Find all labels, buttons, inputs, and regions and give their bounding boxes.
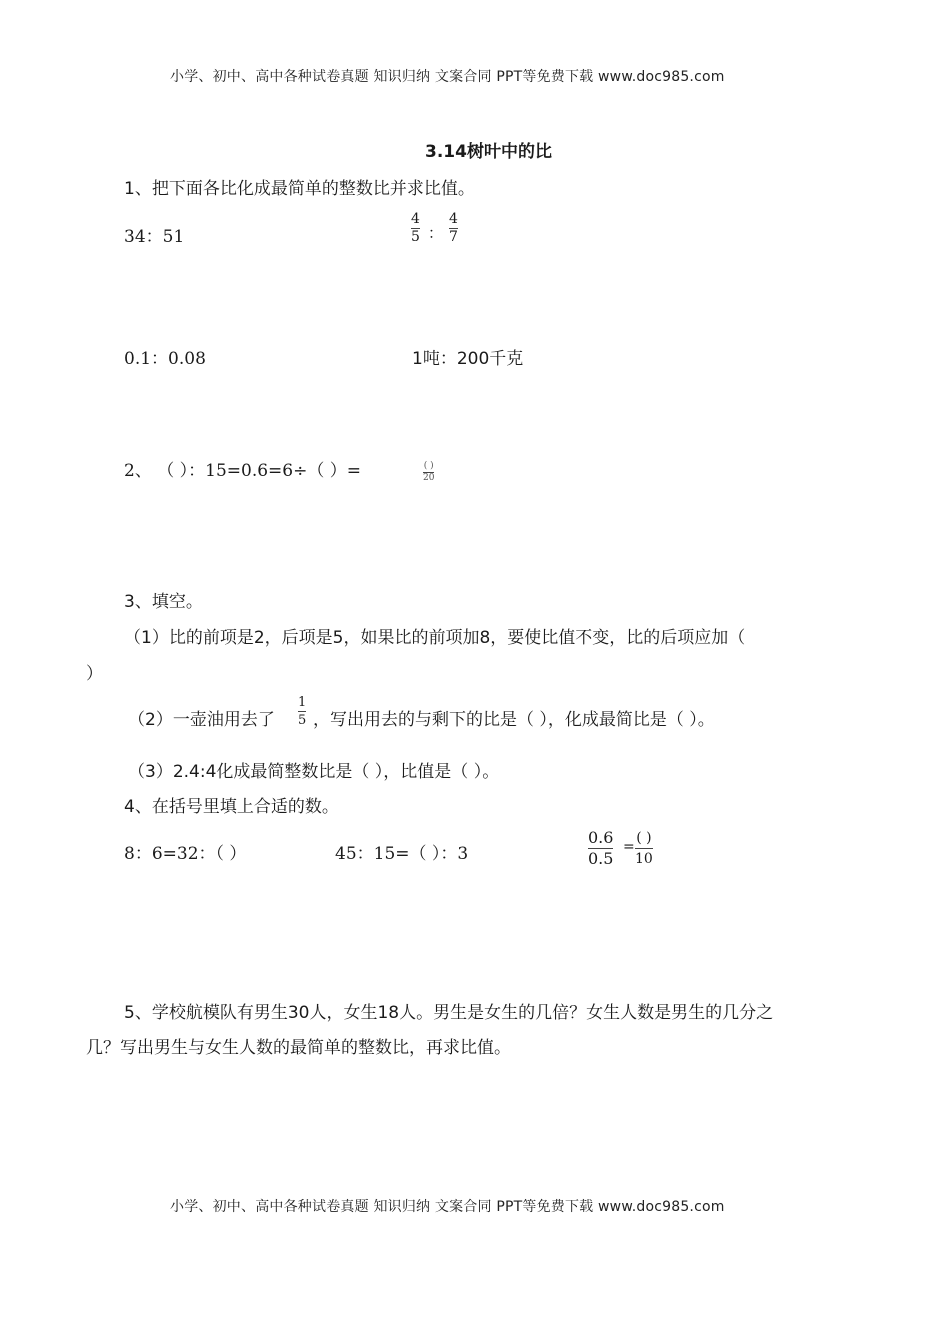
q4-item-b: 45：15=（ ）：3 (335, 844, 469, 864)
q3-sub2-post: ，写出用去的与剩下的比是（ ），化成最简比是（ ）。 (313, 710, 715, 730)
q3-sub3: （3）2.4:4化成最简整数比是（ ），比值是（ ）。 (128, 762, 500, 782)
q1-item-a: 34：51 (124, 227, 185, 247)
q1-prompt: 1、把下面各比化成最简单的整数比并求比值。 (124, 179, 475, 199)
q4-prompt: 4、在括号里填上合适的数。 (124, 797, 339, 817)
fraction-denominator: 20 (423, 473, 435, 483)
page-header: 小学、初中、高中各种试卷真题 知识归纳 文案合同 PPT等免费下载 www.doc985.com (170, 69, 725, 85)
q5-line2: 几？写出男生与女生人数的最简单的整数比，再求比值。 (86, 1038, 511, 1058)
page-footer: 小学、初中、高中各种试卷真题 知识归纳 文案合同 PPT等免费下载 www.doc985.com (170, 1199, 725, 1215)
fraction-numerator: ( ) (423, 461, 434, 471)
q1-item-d: 1吨：200千克 (412, 349, 524, 369)
fraction (635, 828, 653, 869)
fraction-denominator: 0.5 (588, 849, 614, 868)
fraction-numerator: 1 (298, 695, 307, 710)
q3-sub2-fraction (298, 694, 306, 729)
q3-sub1-line2: ） (86, 664, 103, 684)
equals-sign: = (623, 839, 635, 855)
q3-prompt: 3、填空。 (124, 592, 203, 612)
fraction-numerator: 4 (449, 211, 458, 227)
q3-sub2-pre: （2）一壶油用去了 (128, 710, 275, 730)
fraction (411, 211, 420, 246)
fraction (449, 211, 458, 246)
fraction-denominator: 7 (449, 229, 458, 245)
fraction-numerator: ( ) (636, 830, 652, 846)
fraction-denominator: 10 (635, 851, 653, 867)
fraction-denominator: 5 (298, 713, 307, 728)
fraction-numerator: 4 (411, 211, 420, 227)
fraction (588, 828, 613, 869)
q4-item-a: 8：6=32：（ ） (124, 844, 247, 864)
q5-line1: 5、学校航模队有男生30人，女生18人。男生是女生的几倍？女生人数是男生的几分之 (124, 1003, 774, 1023)
ratio-colon: ： (428, 224, 444, 242)
fraction-denominator: 5 (411, 229, 420, 245)
q2-fraction (423, 461, 434, 484)
q2-expression: 2、 （ ）：15=0.6=6÷（ ）= (124, 461, 361, 481)
page-title: 3.14树叶中的比 (425, 142, 552, 162)
fraction-numerator: 0.6 (588, 828, 614, 847)
q3-sub1-line1: （1）比的前项是2，后项是5，如果比的前项加8，要使比值不变，比的后项应加（ (124, 628, 746, 648)
q1-item-c: 0.1：0.08 (124, 349, 206, 369)
